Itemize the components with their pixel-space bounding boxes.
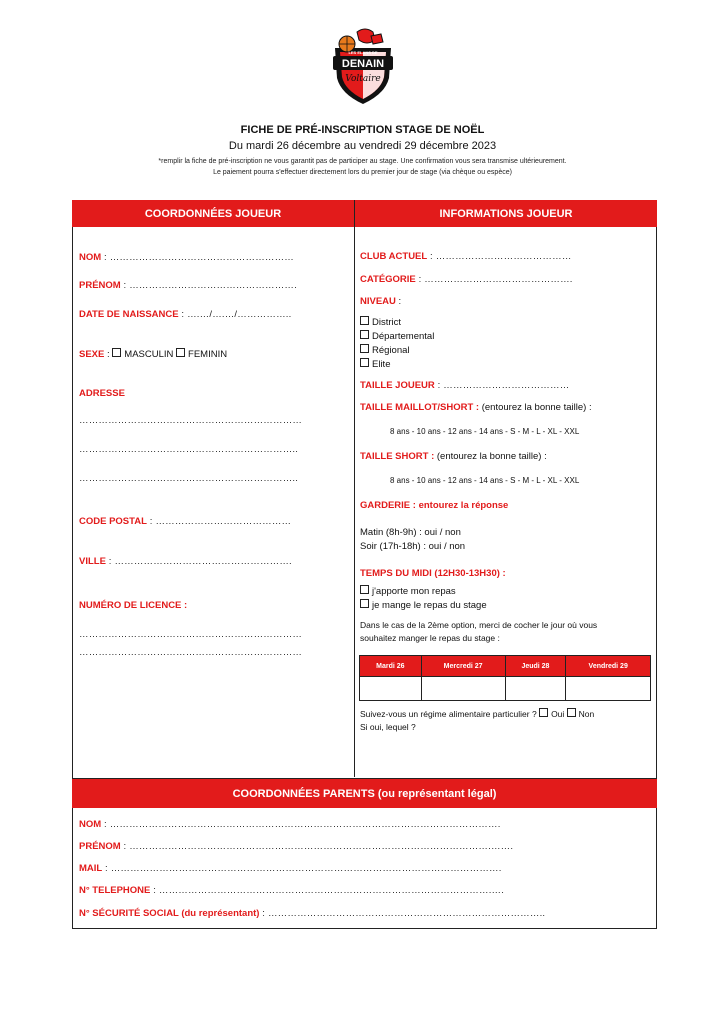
regime-question	[360, 708, 594, 719]
sexe-female-label: FEMININ	[188, 349, 228, 360]
player-contact-heading: COORDONNÉES JOUEUR	[72, 200, 354, 227]
player-licence-field	[79, 600, 187, 611]
player-dob-dots: : ….…/….…/……………..	[178, 309, 292, 320]
taille-field[interactable]	[360, 380, 569, 391]
niveau-label: NIVEAU	[360, 296, 396, 307]
regime-non-label: Non	[578, 709, 595, 719]
midi-opt1-checkbox[interactable]	[360, 585, 369, 594]
short-sizes[interactable]: 8 ans - 10 ans - 12 ans - 14 ans - S - M - L - XL - XXL	[390, 476, 580, 485]
niveau-departemental-checkbox[interactable]	[360, 330, 369, 339]
day-cell-vendredi[interactable]	[566, 677, 651, 701]
niveau-district-checkbox[interactable]	[360, 316, 369, 325]
maillot-field	[360, 402, 592, 413]
logo-script: Voltaire	[345, 74, 381, 84]
niveau-option-district[interactable]	[360, 316, 401, 328]
regime-oui-checkbox[interactable]	[539, 708, 548, 717]
parent-secu-dots: : …………………………………………………………………………..	[259, 908, 546, 919]
parent-nom-label: NOM	[79, 819, 102, 830]
adresse-line-3[interactable]: …………………………………………………………..	[79, 473, 299, 484]
licence-line-2[interactable]: ……………………………………………………………	[79, 647, 303, 658]
parents-heading: COORDONNÉES PARENTS (ou représentant légal)	[72, 778, 657, 808]
logo-name: DENAIN	[341, 58, 385, 70]
regime-oui-label: Oui	[551, 709, 567, 719]
club-field[interactable]	[360, 251, 572, 262]
short-hint: (entourez la bonne taille) :	[434, 451, 547, 462]
niveau-regional-checkbox[interactable]	[360, 344, 369, 353]
day-cell-jeudi[interactable]	[505, 677, 566, 701]
sexe-male-label: MASCULIN	[124, 349, 174, 360]
parent-secu-field[interactable]	[79, 908, 545, 919]
parent-mail-field[interactable]	[79, 863, 502, 874]
categorie-label: CATÉGORIE	[360, 274, 416, 285]
player-ville-label: VILLE	[79, 556, 106, 567]
regime-which[interactable]: Si oui, lequel ?	[360, 722, 416, 732]
niveau-option-regional[interactable]	[360, 344, 410, 356]
meal-days-table	[359, 655, 651, 701]
taille-dots: : …………………………………	[434, 380, 570, 391]
garderie-field	[360, 500, 508, 511]
player-nom-field[interactable]	[79, 252, 294, 263]
player-dob-field[interactable]	[79, 309, 291, 320]
regime-text: Suivez-vous un régime alimentaire particulier ?	[360, 709, 540, 719]
form-dates: Du mardi 26 décembre au vendredi 29 décembre 2023	[228, 140, 497, 152]
player-prenom-label: PRÉNOM	[79, 280, 121, 291]
garderie-label: GARDERIE : entourez la réponse	[360, 500, 509, 511]
midi-opt2-checkbox[interactable]	[360, 599, 369, 608]
day-cell-mardi[interactable]	[360, 677, 422, 701]
player-licence-sep: :	[181, 600, 188, 611]
day-header-jeudi: Jeudi 28	[505, 656, 566, 677]
parent-prenom-dots: : ………………………………………………………………………………………………….…….	[120, 841, 514, 852]
player-prenom-dots: : …………………………………………….	[120, 280, 297, 291]
garderie-matin[interactable]: Matin (8h-9h) : oui / non	[360, 527, 461, 538]
licence-line-1[interactable]: ……………………………………………………………	[79, 629, 303, 640]
maillot-label: TAILLE MAILLOT/SHORT :	[360, 402, 480, 413]
niveau-option-departemental[interactable]	[360, 330, 434, 342]
form-title: FICHE DE PRÉ-INSCRIPTION STAGE DE NOËL	[240, 124, 485, 136]
midi-option-2[interactable]	[360, 599, 487, 611]
midi-field	[360, 568, 506, 579]
adresse-line-1[interactable]: ……………………………………………………………	[79, 415, 303, 426]
player-licence-label: NUMÉRO DE LICENCE	[79, 600, 182, 611]
niveau-elite-label: Elite	[372, 359, 391, 370]
player-cp-field[interactable]	[79, 516, 291, 527]
day-header-vendredi: Vendredi 29	[566, 656, 651, 677]
player-cp-label: CODE POSTAL	[79, 516, 147, 527]
column-divider	[354, 200, 355, 777]
niveau-elite-checkbox[interactable]	[360, 358, 369, 367]
categorie-field[interactable]	[360, 274, 573, 285]
parent-mail-dots: : ………………………………………………………………………………………………………….	[102, 863, 502, 874]
parent-prenom-label: PRÉNOM	[79, 841, 121, 852]
maillot-hint: (entourez la bonne taille) :	[479, 402, 592, 413]
niveau-regional-label: Régional	[372, 345, 410, 356]
club-logo	[327, 26, 399, 106]
parent-secu-label: N° SÉCURITÉ SOCIAL (du représentant)	[79, 908, 260, 919]
parent-prenom-field[interactable]	[79, 841, 513, 852]
niveau-sep: :	[395, 296, 402, 307]
categorie-dots: : ……………………………………….	[415, 274, 573, 285]
niveau-option-elite[interactable]	[360, 358, 390, 370]
midi-option-1[interactable]	[360, 585, 456, 597]
midi-opt1-label: j'apporte mon repas	[372, 586, 456, 597]
parent-mail-label: MAIL	[79, 863, 103, 874]
club-label: CLUB ACTUEL	[360, 251, 428, 262]
player-nom-label: NOM	[79, 252, 102, 263]
club-dots: : ……………………………………	[427, 251, 572, 262]
taille-label: TAILLE JOUEUR	[360, 380, 435, 391]
parent-tel-field[interactable]	[79, 885, 504, 896]
niveau-district-label: District	[372, 317, 402, 328]
short-field	[360, 451, 547, 462]
niveau-field	[360, 296, 401, 307]
logo-top-text: LES ELANS DE	[348, 50, 378, 55]
adresse-line-2[interactable]: …………………………………………………………..	[79, 444, 299, 455]
parent-nom-dots: : ………………………………………………………………………………………………………….	[101, 819, 501, 830]
parent-nom-field[interactable]	[79, 819, 501, 830]
garderie-soir[interactable]: Soir (17h-18h) : oui / non	[360, 541, 466, 552]
player-cp-dots: : ……………………………………	[146, 516, 292, 527]
midi-note-2: souhaitez manger le repas du stage :	[360, 633, 500, 643]
player-ville-dots: : ……………………………………………….	[105, 556, 292, 567]
player-sexe-sep: :	[104, 349, 113, 360]
form-note-1: *remplir la fiche de pré-inscription ne vous garantit pas de participer au stage. Une confirmation vous sera transmise ultérieurement.	[158, 158, 567, 165]
player-ville-field[interactable]	[79, 556, 292, 567]
player-dob-label: DATE DE NAISSANCE	[79, 309, 179, 320]
day-cell-mercredi[interactable]	[421, 677, 505, 701]
player-nom-dots: : …………………………………………………	[101, 252, 294, 263]
sexe-male-checkbox[interactable]	[112, 348, 121, 357]
day-header-mardi: Mardi 26	[360, 656, 422, 677]
player-adresse-field	[79, 388, 125, 399]
sexe-female-checkbox[interactable]	[176, 348, 185, 357]
form-note-2: Le paiement pourra s'effectuer directement lors du premier jour de stage (via chèque ou espèce)	[213, 169, 512, 176]
midi-note-1: Dans le cas de la 2ème option, merci de cocher le jour où vous	[360, 620, 598, 630]
player-info-heading: INFORMATIONS JOUEUR	[355, 200, 657, 227]
player-sexe-label: SEXE	[79, 349, 105, 360]
midi-label: TEMPS DU MIDI (12H30-13H30) :	[360, 568, 506, 579]
parent-tel-dots: : ………………………………………………………………………………………….….	[150, 885, 505, 896]
day-header-mercredi: Mercredi 27	[421, 656, 505, 677]
short-label: TAILLE SHORT :	[360, 451, 435, 462]
midi-opt2-label: je mange le repas du stage	[372, 600, 487, 611]
player-adresse-label: ADRESSE	[79, 388, 125, 399]
player-sexe-field	[79, 348, 227, 360]
maillot-sizes[interactable]: 8 ans - 10 ans - 12 ans - 14 ans - S - M - L - XL - XXL	[390, 427, 580, 436]
player-prenom-field[interactable]	[79, 280, 297, 291]
parent-tel-label: N° TELEPHONE	[79, 885, 151, 896]
niveau-departemental-label: Départemental	[372, 331, 435, 342]
regime-non-checkbox[interactable]	[567, 708, 576, 717]
